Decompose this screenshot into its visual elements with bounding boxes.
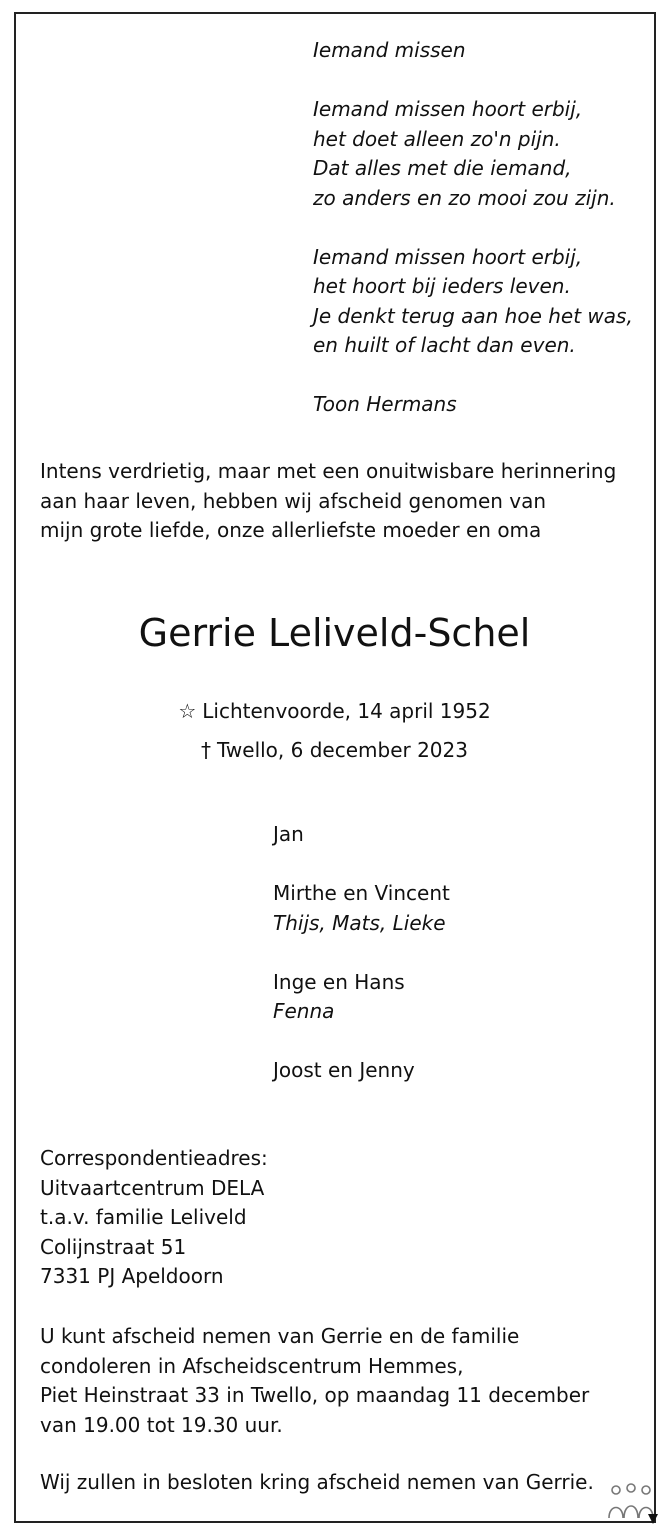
intro-line: Intens verdrietig, maar met een onuitwisbare herinnering: [40, 459, 617, 483]
poem-line: Iemand missen hoort erbij,: [313, 97, 583, 121]
family-grandchildren: Thijs, Mats, Lieke: [273, 910, 446, 935]
address-line: Uitvaartcentrum DELA: [40, 1175, 265, 1200]
poem-line: het hoort bij ieders leven.: [313, 274, 571, 298]
farewell-line: U kunt afscheid nemen van Gerrie en de familie: [40, 1324, 520, 1348]
farewell-info: [40, 1322, 589, 1440]
poem-author: Toon Hermans: [313, 392, 457, 416]
family-child: Joost en Jenny: [273, 1058, 415, 1082]
poem-title: Iemand missen: [313, 38, 466, 62]
cross-icon: †: [201, 738, 211, 762]
poem-line: Dat alles met die iemand,: [313, 156, 572, 180]
star-icon: ☆: [178, 699, 197, 723]
poem-line: zo anders en zo mooi zou zijn.: [313, 185, 616, 210]
birth-line: [0, 696, 669, 726]
poem-line: het doet alleen zo'n pijn.: [313, 126, 561, 151]
address-line: Colijnstraat 51: [40, 1234, 187, 1259]
deceased-name: Gerrie Leliveld-Schel: [138, 611, 531, 655]
poem-line: Iemand missen hoort erbij,: [313, 244, 583, 269]
farewell-line: condoleren in Afscheidscentrum Hemmes,: [40, 1353, 464, 1378]
closing-text: Wij zullen in besloten kring afscheid nemen van Gerrie.: [40, 1470, 594, 1494]
poem-line: Je denkt terug aan hoe het was,: [313, 303, 633, 328]
family-partner: Jan: [273, 822, 304, 846]
family-people-icon: [604, 1480, 658, 1528]
poem-line: en huilt of lacht dan even.: [313, 333, 576, 357]
address-line: 7331 PJ Apeldoorn: [40, 1264, 224, 1288]
farewell-line: van 19.00 tot 19.30 uur.: [40, 1412, 283, 1437]
poem: [313, 36, 633, 420]
death-info: Twello, 6 december 2023: [217, 738, 468, 762]
address-line: t.a.v. familie Leliveld: [40, 1205, 247, 1229]
intro-line: mijn grote liefde, onze allerliefste moeder en oma: [40, 518, 542, 542]
intro-text: [40, 457, 616, 546]
family-child: Inge en Hans: [273, 969, 405, 994]
death-line: [0, 735, 669, 765]
family-list: [273, 820, 450, 1086]
birth-info: Lichtenvoorde, 14 april 1952: [202, 699, 491, 723]
intro-line: aan haar leven, hebben wij afscheid genomen van: [40, 488, 547, 513]
farewell-line: Piet Heinstraat 33 in Twello, op maandag 11 december: [40, 1383, 590, 1407]
address-line: Correspondentieadres:: [40, 1146, 268, 1170]
correspondence-address: [40, 1144, 268, 1292]
family-grandchildren: Fenna: [273, 999, 335, 1023]
family-child: Mirthe en Vincent: [273, 881, 450, 905]
